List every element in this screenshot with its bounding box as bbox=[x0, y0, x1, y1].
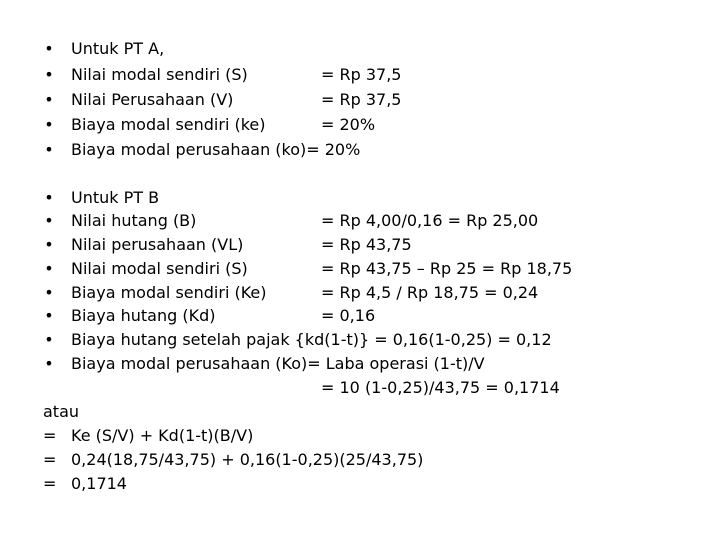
bullet: • bbox=[44, 330, 54, 349]
continuation-text: = 10 (1-0,25)/43,75 = 0,1714 bbox=[321, 378, 560, 397]
bullet: • bbox=[44, 65, 54, 84]
formula-text: 0,1714 bbox=[71, 474, 127, 493]
item-value: = Rp 37,5 bbox=[321, 90, 402, 109]
bullet: • bbox=[44, 354, 54, 373]
item-value: = 0,16 bbox=[321, 306, 376, 325]
item-value: = Rp 43,75 bbox=[321, 235, 412, 254]
bullet: • bbox=[44, 211, 54, 230]
bullet: • bbox=[44, 39, 54, 58]
item-label: Biaya modal perusahaan (Ko)= Laba operasi (1-t)/V bbox=[71, 354, 485, 373]
equals-sign: = bbox=[43, 474, 57, 493]
item-label: Biaya hutang setelah pajak {kd(1-t)} = 0,16(1-0,25) = 0,12 bbox=[71, 330, 552, 349]
item-label: Nilai perusahaan (VL) bbox=[71, 235, 244, 254]
item-label: Nilai modal sendiri (S) bbox=[71, 65, 248, 84]
item-value: = Rp 37,5 bbox=[321, 65, 402, 84]
item-value: = Rp 4,5 / Rp 18,75 = 0,24 bbox=[321, 283, 539, 302]
item-label: Nilai hutang (B) bbox=[71, 211, 197, 230]
formula-text: Ke (S/V) + Kd(1-t)(B/V) bbox=[71, 426, 254, 445]
formula-text: 0,24(18,75/43,75) + 0,16(1-0,25)(25/43,75) bbox=[71, 450, 424, 469]
bullet: • bbox=[44, 140, 54, 159]
item-label: Nilai modal sendiri (S) bbox=[71, 259, 248, 278]
item-label: Biaya modal sendiri (Ke) bbox=[71, 283, 267, 302]
equals-sign: = bbox=[43, 450, 57, 469]
item-label: Biaya hutang (Kd) bbox=[71, 306, 216, 325]
bullet: • bbox=[44, 306, 54, 325]
bullet: • bbox=[44, 115, 54, 134]
item-value: = 20% bbox=[321, 115, 376, 134]
item-label: Nilai Perusahaan (V) bbox=[71, 90, 234, 109]
intro-text: atau bbox=[43, 402, 80, 421]
equals-sign: = bbox=[43, 426, 57, 445]
item-value: = Rp 43,75 – Rp 25 = Rp 18,75 bbox=[321, 259, 573, 278]
item-label: Biaya modal sendiri (ke) bbox=[71, 115, 266, 134]
item-label: Untuk PT B bbox=[71, 188, 160, 207]
bullet: • bbox=[44, 90, 54, 109]
bullet: • bbox=[44, 188, 54, 207]
bullet: • bbox=[44, 235, 54, 254]
item-label: Biaya modal perusahaan (ko)= 20% bbox=[71, 140, 361, 159]
bullet: • bbox=[44, 259, 54, 278]
item-label: Untuk PT A, bbox=[71, 39, 165, 58]
bullet: • bbox=[44, 283, 54, 302]
item-value: = Rp 4,00/0,16 = Rp 25,00 bbox=[321, 211, 539, 230]
